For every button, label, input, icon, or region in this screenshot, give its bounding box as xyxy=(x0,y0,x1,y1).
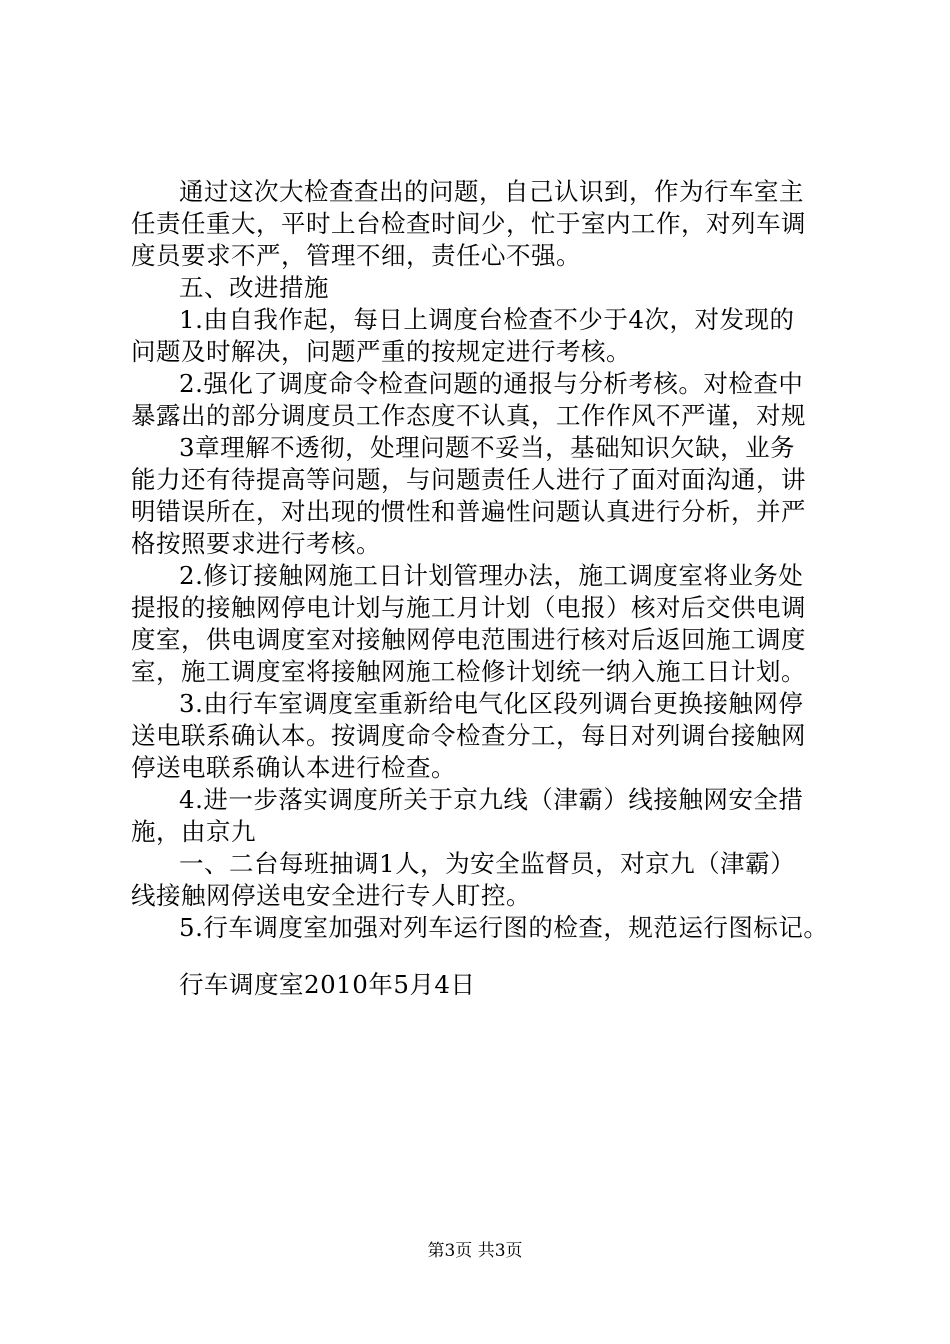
body-text-line: 3.由行车室调度室重新给电气化区段列调台更换接触网停 xyxy=(179,689,804,718)
body-text-line: 送电联系确认本。按调度命令检查分工，每日对列调台接触网 xyxy=(131,721,806,750)
body-text-line: 5.行车调度室加强对列车运行图的检查，规范运行图标记。 xyxy=(179,913,829,942)
body-text-line: 3章理解不透彻，处理问题不妥当，基础知识欠缺，业务 xyxy=(179,433,796,462)
page-number-footer: 第3页 共3页 xyxy=(427,1241,523,1261)
body-text-line: 室，施工调度室将接触网施工检修计划统一纳入施工日计划。 xyxy=(131,657,806,686)
body-text-line: 停送电联系确认本进行检查。 xyxy=(131,753,456,782)
body-text-line: 1.由自我作起，每日上调度台检查不少于4次，对发现的 xyxy=(179,305,795,334)
body-text-line: 提报的接触网停电计划与施工月计划（电报）核对后交供电调 xyxy=(131,593,806,622)
body-text-line: 线接触网停送电安全进行专人盯控。 xyxy=(131,881,531,910)
body-text-line: 度员要求不严，管理不细，责任心不强。 xyxy=(131,241,581,270)
signature-date-line: 行车调度室2010年5月4日 xyxy=(179,970,476,999)
body-text-line: 明错误所在，对出现的惯性和普遍性问题认真进行分析，并严 xyxy=(131,497,806,526)
body-text-line: 通过这次大检查查出的问题，自己认识到，作为行车室主 xyxy=(179,177,804,206)
body-text-line: 一、二台每班抽调1人，为安全监督员，对京九（津霸） xyxy=(179,849,796,878)
body-text-line: 4.进一步落实调度所关于京九线（津霸）线接触网安全措 xyxy=(179,785,804,814)
body-text-line: 格按照要求进行考核。 xyxy=(131,529,381,558)
section-heading: 五、改进措施 xyxy=(179,273,329,302)
body-text-line: 2.修订接触网施工日计划管理办法，施工调度室将业务处 xyxy=(179,561,804,590)
body-text-line: 施，由京九 xyxy=(131,817,256,846)
body-text-line: 暴露出的部分调度员工作态度不认真，工作作风不严谨，对规 xyxy=(131,401,806,430)
body-text-line: 问题及时解决，问题严重的按规定进行考核。 xyxy=(131,337,631,366)
body-text-line: 能力还有待提高等问题，与问题责任人进行了面对面沟通，讲 xyxy=(131,465,806,494)
body-text-line: 度室，供电调度室对接触网停电范围进行核对后返回施工调度 xyxy=(131,625,806,654)
body-text-line: 2.强化了调度命令检查问题的通报与分析考核。对检查中 xyxy=(179,369,804,398)
body-text-line: 任责任重大，平时上台检查时间少，忙于室内工作，对列车调 xyxy=(131,209,806,238)
